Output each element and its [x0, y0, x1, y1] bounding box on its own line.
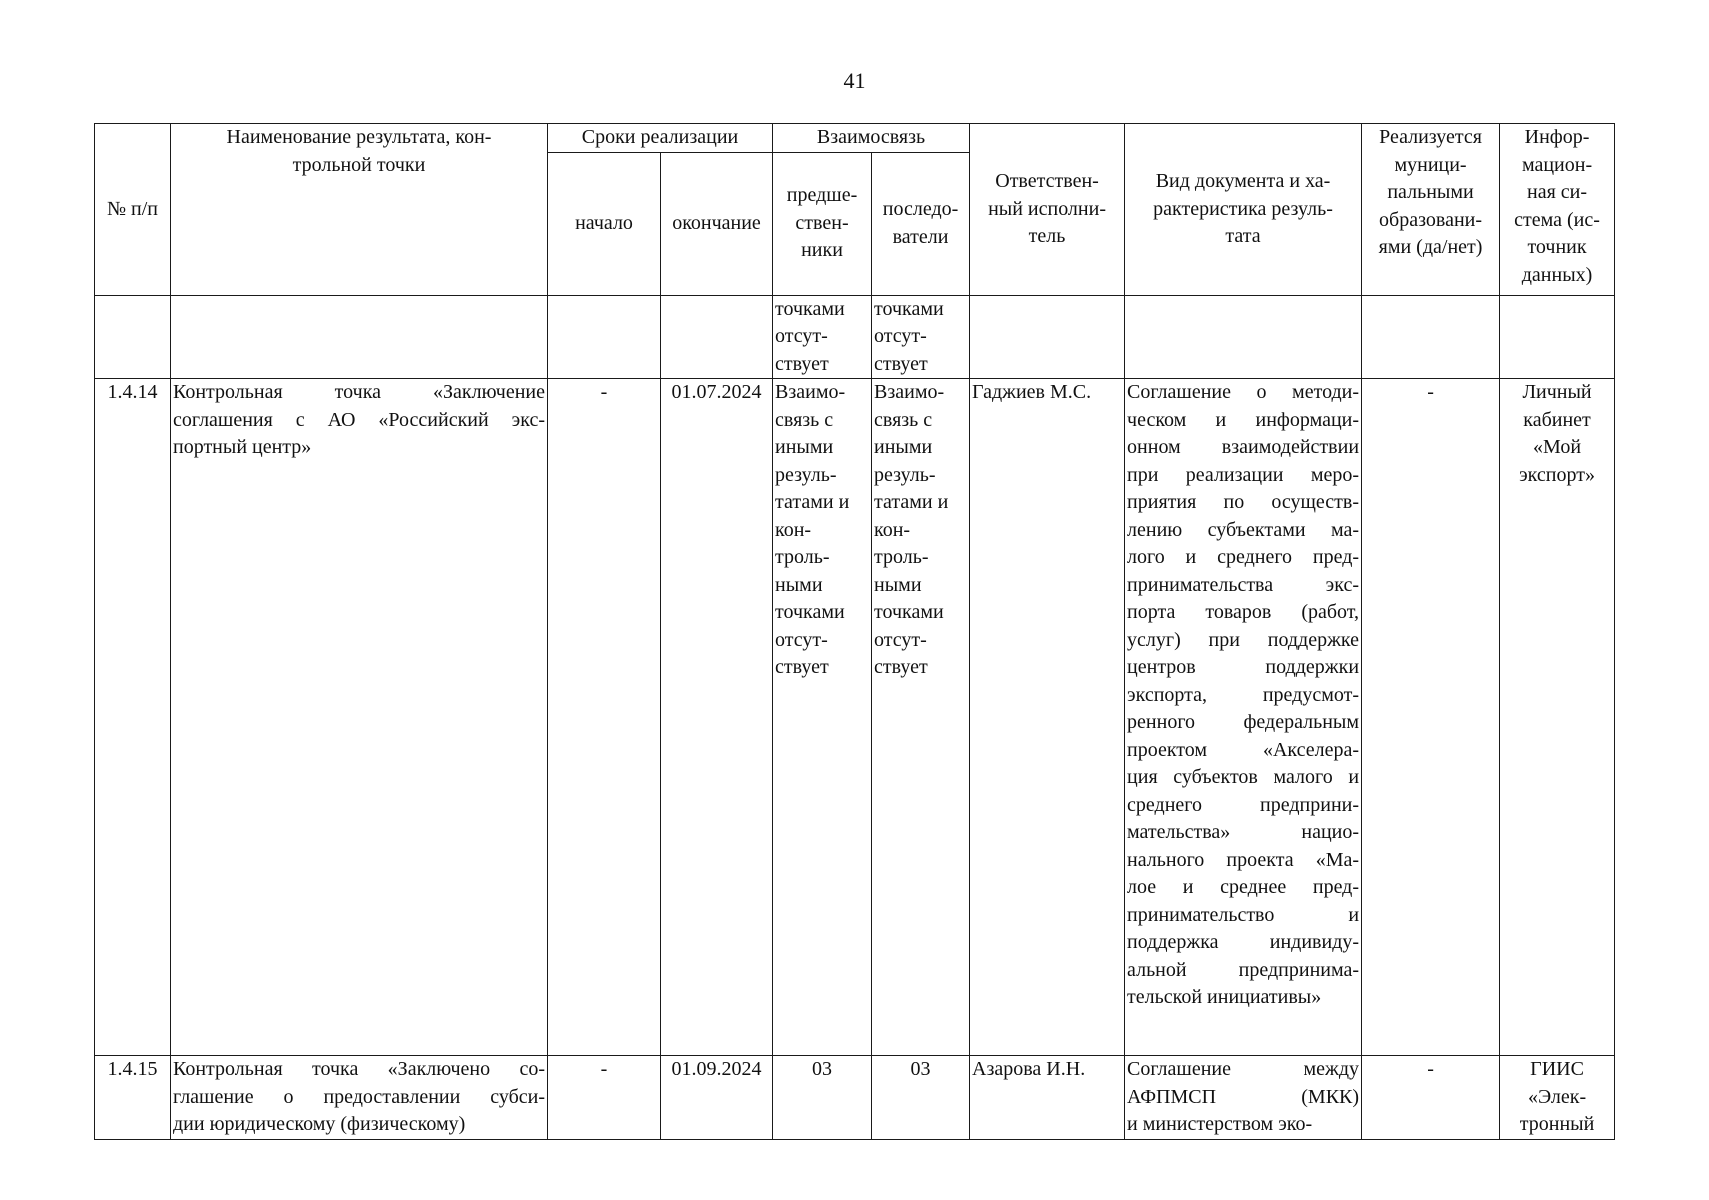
text-line: Соглашение о методи- [1127, 381, 1360, 403]
text-line: рактеристика резуль- [1153, 197, 1333, 220]
cell-end: 01.07.2024 [661, 379, 773, 1056]
text-line: онном взаимодействии [1127, 436, 1360, 458]
text-line: Контрольная точка «Заключение [173, 381, 545, 403]
cell-num: 1.4.14 [95, 379, 171, 1056]
cell-end [661, 295, 773, 379]
text-line: «Мой [1533, 436, 1582, 458]
header-name [171, 124, 548, 296]
cell-predecessors [773, 295, 872, 379]
text-line: кабинет [1523, 408, 1591, 431]
text-line: ствует [775, 656, 829, 678]
cell-municipal [1362, 295, 1500, 379]
text-line: центров поддержки [1127, 656, 1360, 678]
cell-start [548, 295, 661, 379]
text-line: экспорта, предусмот- [1127, 683, 1360, 706]
cell-responsible: Гаджиев М.С. [970, 379, 1125, 1056]
text-line: ными [775, 573, 823, 596]
table-header [95, 124, 1615, 296]
text-line: отсут- [775, 628, 828, 651]
header-predecessors [773, 152, 872, 295]
text-line: ренного федеральным [1127, 711, 1360, 733]
text-line: Ответствен- [995, 170, 1099, 192]
text-line: ники [801, 239, 843, 262]
text-line: АФПМСП (МКК) [1127, 1085, 1360, 1108]
text-line: Взаимо- [874, 381, 945, 403]
text-line: предше- [786, 184, 858, 207]
cell-doc-type [1125, 295, 1362, 379]
text-line: альной предпринима- [1127, 958, 1360, 981]
text-line: данных) [1521, 263, 1593, 286]
page-number: 41 [843, 68, 866, 93]
text-line: стема (ис- [1514, 208, 1600, 231]
text-line: муници- [1394, 153, 1467, 176]
text-line: иными [775, 436, 834, 458]
text-line: приятия по осуществ- [1127, 491, 1360, 513]
text-line: ватели [892, 225, 949, 248]
text-line: дии юридическому (физическому) [173, 1113, 466, 1135]
text-line: принимательства экс- [1127, 573, 1360, 596]
text-line: точками [775, 297, 845, 320]
text-line: иными [874, 436, 933, 458]
text-line: Соглашение между [1127, 1058, 1360, 1080]
text-line: портный центр» [173, 436, 312, 458]
text-line: принимательство и [1127, 903, 1360, 926]
text-line: тата [1225, 225, 1261, 247]
text-line: лое и среднее пред- [1127, 876, 1360, 898]
text-line: Реализуется [1379, 126, 1482, 148]
text-line: троль- [874, 546, 929, 568]
text-line: точками [775, 601, 845, 623]
text-line: образовани- [1379, 208, 1483, 231]
cell-municipal: - [1362, 379, 1500, 1056]
text-line: ствует [874, 656, 928, 678]
header-responsible [970, 124, 1125, 296]
cell-info-system [1500, 1056, 1615, 1140]
text-line: тель [1028, 225, 1066, 247]
cell-successors [872, 295, 970, 379]
text-line: проектом «Акселера- [1127, 738, 1360, 761]
table-row [95, 379, 1615, 1056]
cell-start: - [548, 379, 661, 1056]
text-line: ными [874, 573, 922, 596]
text-line: ствует [874, 352, 928, 375]
cell-end: 01.09.2024 [661, 1056, 773, 1140]
text-line: лению субъектами ма- [1127, 518, 1360, 541]
text-line: резуль- [874, 463, 936, 486]
text-line: 03 [910, 1058, 931, 1080]
text-line: кон- [874, 518, 911, 541]
text-line: ствует [775, 352, 829, 375]
header-successors [872, 152, 970, 295]
text-line: глашение о предоставлении субси- [173, 1085, 545, 1108]
text-line: «Элек- [1527, 1085, 1587, 1108]
text-line: Инфор- [1524, 126, 1590, 148]
text-line: мацион- [1521, 153, 1593, 176]
text-line: последо- [882, 198, 959, 220]
cell-name [171, 1056, 548, 1140]
text-line: Личный [1522, 381, 1592, 403]
text-line: порта товаров (работ, [1127, 601, 1360, 623]
header-end: окончание [661, 152, 773, 295]
cell-doc-type [1125, 379, 1362, 1056]
cell-num [95, 295, 171, 379]
text-line: при реализации меро- [1127, 463, 1360, 486]
text-line: ная си- [1527, 181, 1588, 203]
cell-responsible: Азарова И.Н. [970, 1056, 1125, 1140]
text-line: тельской инициативы» [1127, 986, 1322, 1008]
text-line: соглашения с АО «Российский экс- [173, 408, 545, 431]
cell-info-system [1500, 379, 1615, 1056]
text-line: точник [1527, 236, 1587, 258]
text-line: троль- [775, 546, 830, 568]
text-line: нального проекта «Ма- [1127, 848, 1360, 871]
text-line: связь с [775, 408, 834, 431]
results-table [94, 123, 1615, 1140]
text-line: ция субъектов малого и [1127, 766, 1360, 788]
cell-start: - [548, 1056, 661, 1140]
cell-predecessors [773, 379, 872, 1056]
cell-successors [872, 379, 970, 1056]
cell-doc-type [1125, 1056, 1362, 1140]
cell-info-system [1500, 295, 1615, 379]
header-doc-type [1125, 124, 1362, 296]
text-line: 03 [812, 1058, 833, 1080]
cell-responsible [970, 295, 1125, 379]
text-line: кон- [775, 518, 812, 541]
text-line: резуль- [775, 463, 837, 486]
text-line: экспорт» [1519, 463, 1595, 486]
text-line: ческом и информаци- [1127, 408, 1360, 431]
text-line: трольной точки [292, 153, 426, 176]
header-municipal [1362, 124, 1500, 296]
cell-municipal: - [1362, 1056, 1500, 1140]
header-relation-group: Взаимосвязь [773, 124, 970, 153]
text-line: связь с [874, 408, 933, 431]
text-line: мательства» нацио- [1127, 821, 1360, 843]
text-line: татами и [775, 491, 850, 513]
table-row [95, 295, 1615, 379]
text-line: Наименование результата, кон- [226, 126, 492, 148]
cell-name [171, 295, 548, 379]
text-line: тронный [1519, 1113, 1595, 1135]
text-line: ями (да/нет) [1378, 236, 1483, 258]
text-line: лого и среднего пред- [1127, 546, 1360, 568]
table-row [95, 1056, 1615, 1140]
text-line: пальными [1387, 181, 1474, 203]
text-line: Вид документа и ха- [1155, 170, 1331, 192]
text-line: точками [874, 601, 944, 623]
cell-successors [872, 1056, 970, 1140]
text-line: Контрольная точка «Заключено со- [173, 1058, 545, 1080]
header-num: № п/п [95, 124, 171, 296]
text-line: отсут- [775, 325, 828, 347]
text-line: отсут- [874, 628, 927, 651]
text-line: и министерством эко- [1127, 1113, 1313, 1135]
cell-name [171, 379, 548, 1056]
header-info-system [1500, 124, 1615, 296]
text-line: ный исполни- [988, 197, 1106, 220]
text-line: среднего предприни- [1127, 793, 1360, 816]
text-line: татами и [874, 491, 949, 513]
cell-predecessors [773, 1056, 872, 1140]
text-line: поддержка индивиду- [1127, 931, 1360, 953]
text-line: ГИИС [1530, 1058, 1584, 1080]
text-line: точками [874, 297, 944, 320]
text-line: услуг) при поддержке [1127, 628, 1360, 651]
cell-num: 1.4.15 [95, 1056, 171, 1140]
text-line: Взаимо- [775, 381, 846, 403]
header-start: начало [548, 152, 661, 295]
text-line: ствен- [795, 211, 849, 234]
text-line: отсут- [874, 325, 927, 347]
header-terms-group: Сроки реализации [548, 124, 773, 153]
